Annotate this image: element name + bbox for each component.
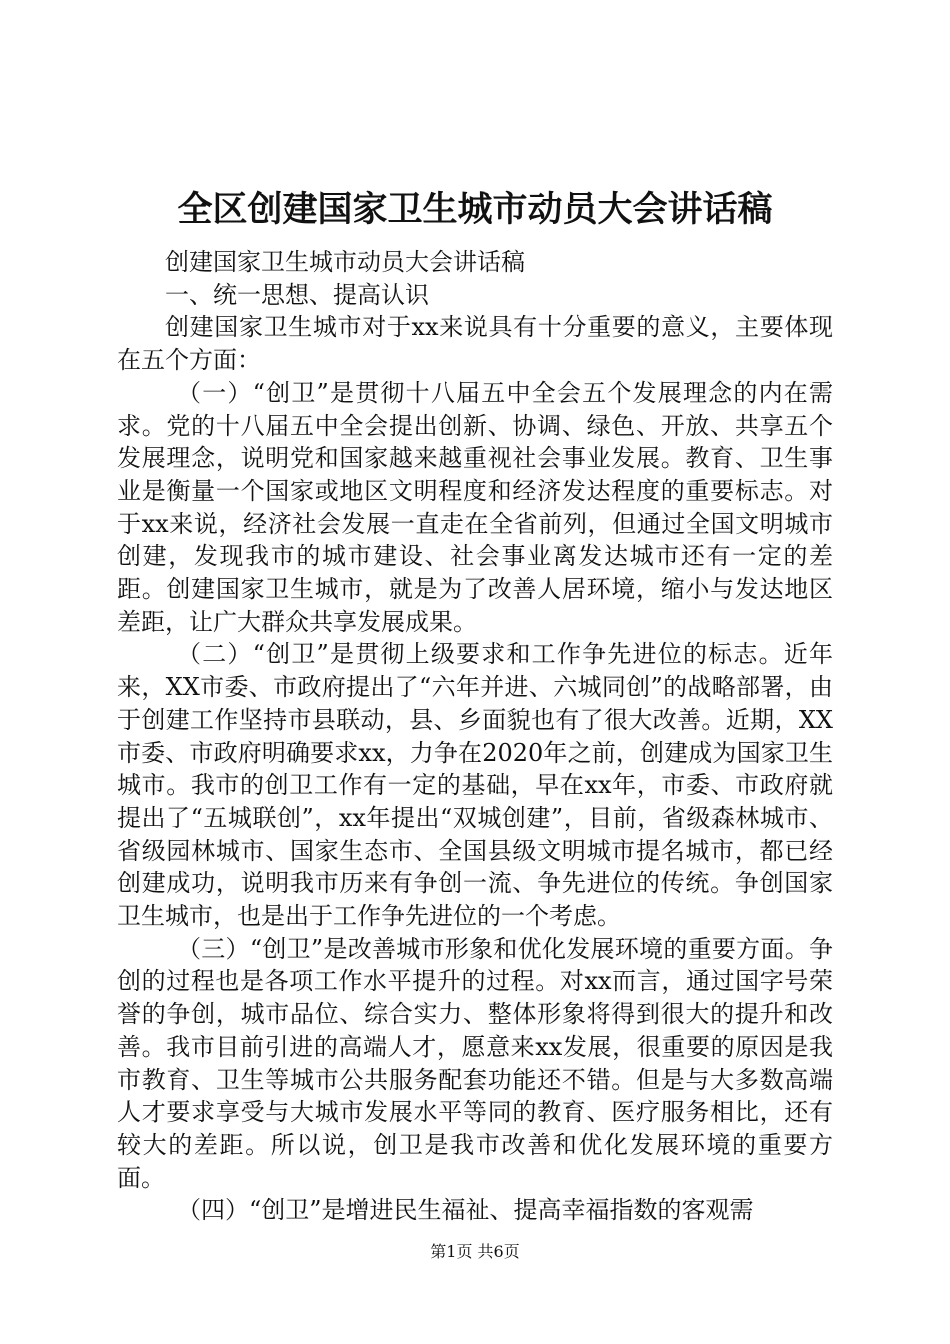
document-title: 全区创建国家卫生城市动员大会讲话稿 xyxy=(177,189,773,230)
point-three-paragraph: （三）“创卫”是改善城市形象和优化发展环境的重要方面。争创的过程也是各项工作水平提升的过程。对xx而言，通过国字号荣誉的争创，城市品位、综合实力、整体形象将得到很大的提升和改善。我市目前引进的高端人才，愿意来xx发展，很重要的原因是我市教育、卫生等城市公共服务配套功能还不错。但是与大多数高端人才要求享受与大城市发展水平等同的教育、医疗服务相比，还有较大的差距。所以说，创卫是我市改善和优化发展环境的重要方面。 xyxy=(117,934,833,1192)
subtitle-paragraph: 创建国家卫生城市动员大会讲话稿 xyxy=(165,248,525,276)
point-one-paragraph: （一）“创卫”是贯彻十八届五中全会五个发展理念的内在需求。党的十八届五中全会提出创新、协调、绿色、开放、共享五个发展理念，说明党和国家越来越重视社会事业发展。教育、卫生事业是衡量一个国家或地区文明程度和经济发达程度的重要标志。对于xx来说，经济社会发展一直走在全省前列，但通过全国文明城市创建，发现我市的城市建设、社会事业离发达城市还有一定的差距。创建国家卫生城市，就是为了改善人居环境，缩小与发达地区差距，让广大群众共享发展成果。 xyxy=(117,378,833,636)
page-number-footer: 第1页 共6页 xyxy=(430,1242,520,1261)
document-body xyxy=(117,246,833,1227)
section-heading: 一、统一思想、提高认识 xyxy=(165,280,429,309)
point-four-paragraph: （四）“创卫”是增进民生福祉、提高幸福指数的客观需 xyxy=(177,1196,754,1225)
point-two-paragraph: （二）“创卫”是贯彻上级要求和工作争先进位的标志。近年来，XX市委、市政府提出了“六年并进、六城同创”的战略部署，由于创建工作坚持市县联动，县、乡面貌也有了很大改善。近期，XX市委、市政府明确要求xx，力争在2020年之前，创建成为国家卫生城市。我市的创卫工作有一定的基础，早在xx年，市委、市政府就提出了“五城联创”，xx年提出“双城创建”，目前，省级森林城市、省级园林城市、国家生态市、全国县级文明城市提名城市，都已经创建成功，说明我市历来有争创一流、争先进位的传统。争创国家卫生城市，也是出于工作争先进位的一个考虑。 xyxy=(117,640,833,931)
intro-paragraph: 创建国家卫生城市对于xx来说具有十分重要的意义，主要体现在五个方面： xyxy=(117,313,833,375)
